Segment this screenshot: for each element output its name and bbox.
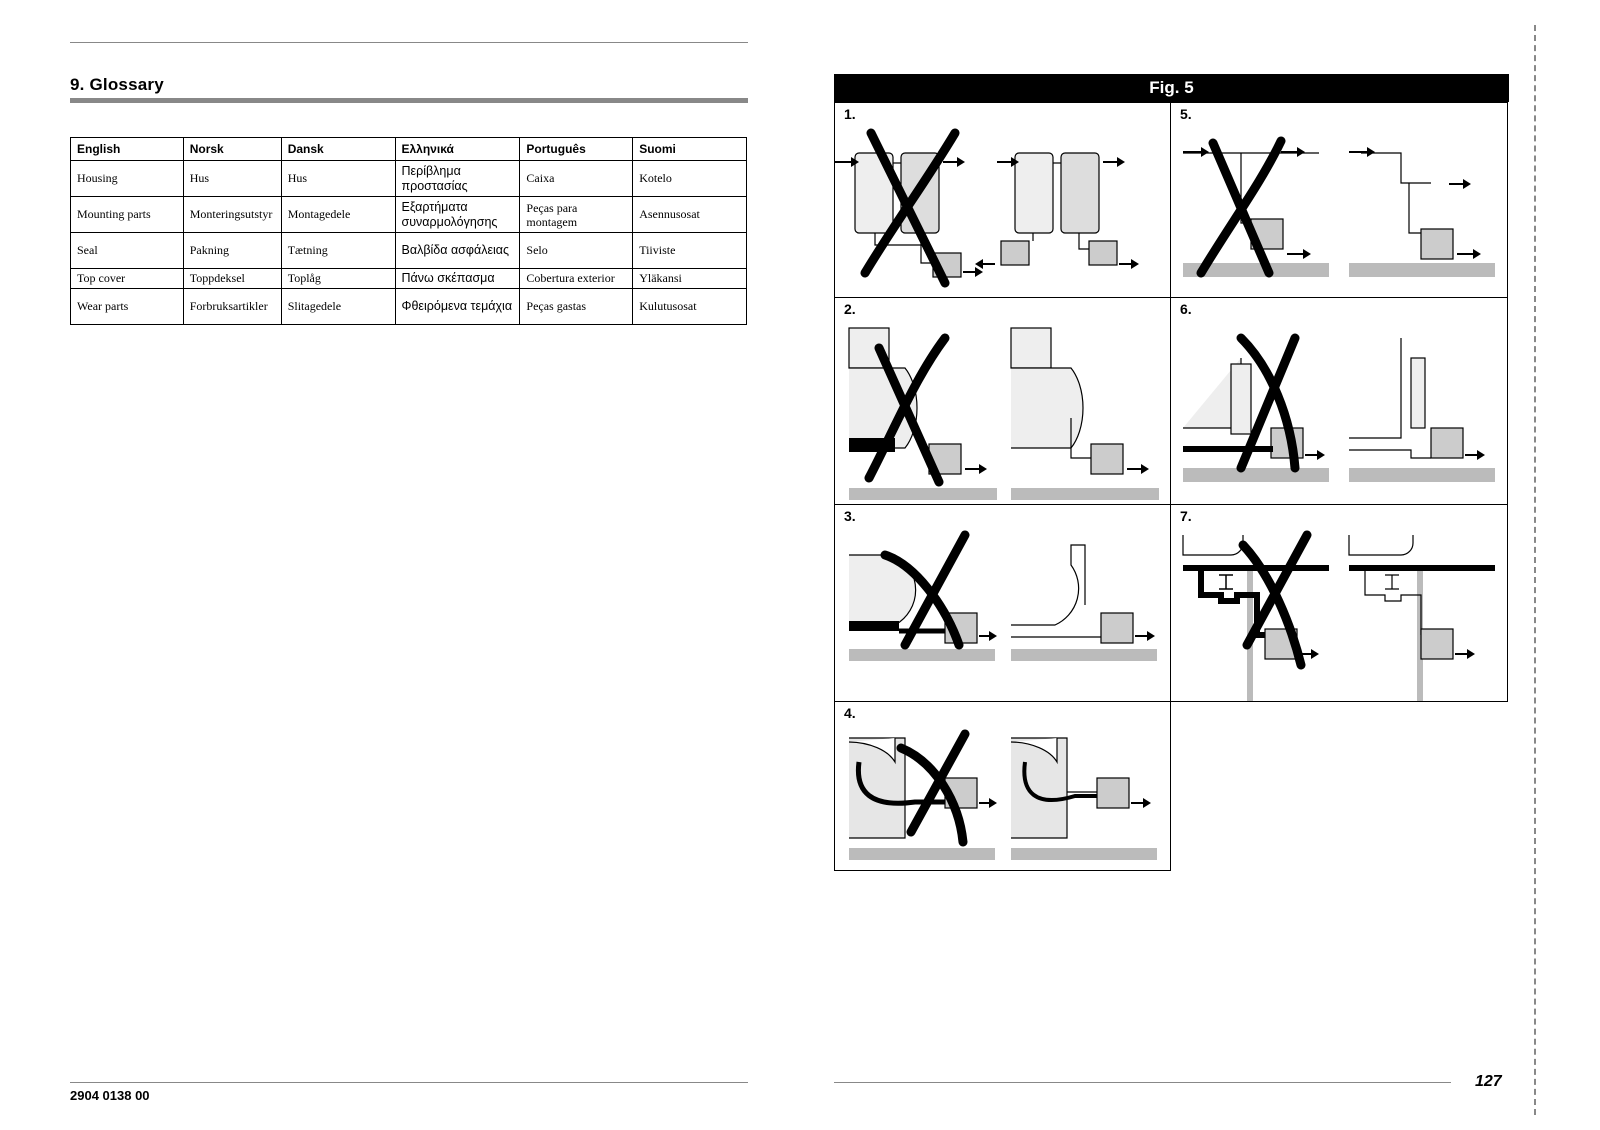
installation-illustration-2 [835, 318, 1170, 504]
figure-panel-6 [1170, 297, 1508, 505]
table-cell: Tiiviste [633, 233, 747, 269]
column-header-greek: Ελληνικά [395, 138, 520, 161]
installation-illustration-6 [1171, 318, 1507, 504]
table-cell: Peças para montagem [520, 197, 633, 233]
top-rule [70, 42, 748, 43]
table-cell: Kotelo [633, 161, 747, 197]
table-cell: Tætning [281, 233, 395, 269]
figure-title: Fig. 5 [834, 74, 1509, 102]
table-cell: Seal [71, 233, 184, 269]
figure-grid [834, 102, 1508, 872]
section-title: 9. Glossary [70, 75, 164, 94]
panel-number: 5. [1180, 106, 1192, 122]
cut-line [1534, 25, 1536, 1115]
column-header-norsk: Norsk [183, 138, 281, 161]
column-header-suomi: Suomi [633, 138, 747, 161]
installation-illustration-7 [1171, 525, 1507, 701]
table-cell: Hus [183, 161, 281, 197]
table-cell: Εξαρτήματα συναρμολόγησης [395, 197, 520, 233]
column-header-dansk: Dansk [281, 138, 395, 161]
table-cell: Asennusosat [633, 197, 747, 233]
table-cell: Περίβλημα προστασίας [395, 161, 520, 197]
table-row [71, 161, 747, 197]
table-cell: Wear parts [71, 289, 184, 325]
footer-rule-right [834, 1082, 1451, 1083]
panel-number: 1. [844, 106, 856, 122]
figure-panel-2 [834, 297, 1171, 505]
table-cell: Peças gastas [520, 289, 633, 325]
column-header-portugues: Português [520, 138, 633, 161]
table-cell: Kulutusosat [633, 289, 747, 325]
table-cell: Πάνω σκέπασμα [395, 269, 520, 289]
panel-number: 4. [844, 705, 856, 721]
table-cell: Hus [281, 161, 395, 197]
panel-number: 3. [844, 508, 856, 524]
panel-number: 2. [844, 301, 856, 317]
installation-illustration-4 [835, 722, 1170, 870]
table-cell: Yläkansi [633, 269, 747, 289]
panel-number: 6. [1180, 301, 1192, 317]
installation-illustration-3 [835, 525, 1170, 701]
figure-panel-4 [834, 701, 1171, 871]
installation-illustration-1 [835, 123, 1170, 297]
page-number: 127 [1475, 1073, 1502, 1090]
table-cell: Monteringsutstyr [183, 197, 281, 233]
figure-panel-7 [1170, 504, 1508, 702]
table-cell: Mounting parts [71, 197, 184, 233]
document-number: 2904 0138 00 [70, 1088, 150, 1103]
panel-number: 7. [1180, 508, 1192, 524]
table-cell: Φθειρόμενα τεμάχια [395, 289, 520, 325]
footer-rule-left [70, 1082, 748, 1083]
column-header-english: English [71, 138, 184, 161]
table-row [71, 233, 747, 269]
table-cell: Cobertura exterior [520, 269, 633, 289]
figure-panel-3 [834, 504, 1171, 702]
table-cell: Slitagedele [281, 289, 395, 325]
table-cell: Montagedele [281, 197, 395, 233]
table-cell: Top cover [71, 269, 184, 289]
table-row [71, 197, 747, 233]
figure-panel-1 [834, 102, 1171, 298]
table-cell: Pakning [183, 233, 281, 269]
table-cell: Selo [520, 233, 633, 269]
table-cell: Toplåg [281, 269, 395, 289]
figure-panel-5 [1170, 102, 1508, 298]
table-cell: Forbruksartikler [183, 289, 281, 325]
installation-illustration-5 [1171, 123, 1507, 297]
table-cell: Toppdeksel [183, 269, 281, 289]
title-underline [70, 98, 748, 103]
glossary-table [70, 137, 747, 325]
table-cell: Housing [71, 161, 184, 197]
table-row [71, 269, 747, 289]
table-cell: Βαλβίδα ασφάλειας [395, 233, 520, 269]
glossary-header-row [71, 138, 747, 161]
table-row [71, 289, 747, 325]
table-cell: Caixa [520, 161, 633, 197]
